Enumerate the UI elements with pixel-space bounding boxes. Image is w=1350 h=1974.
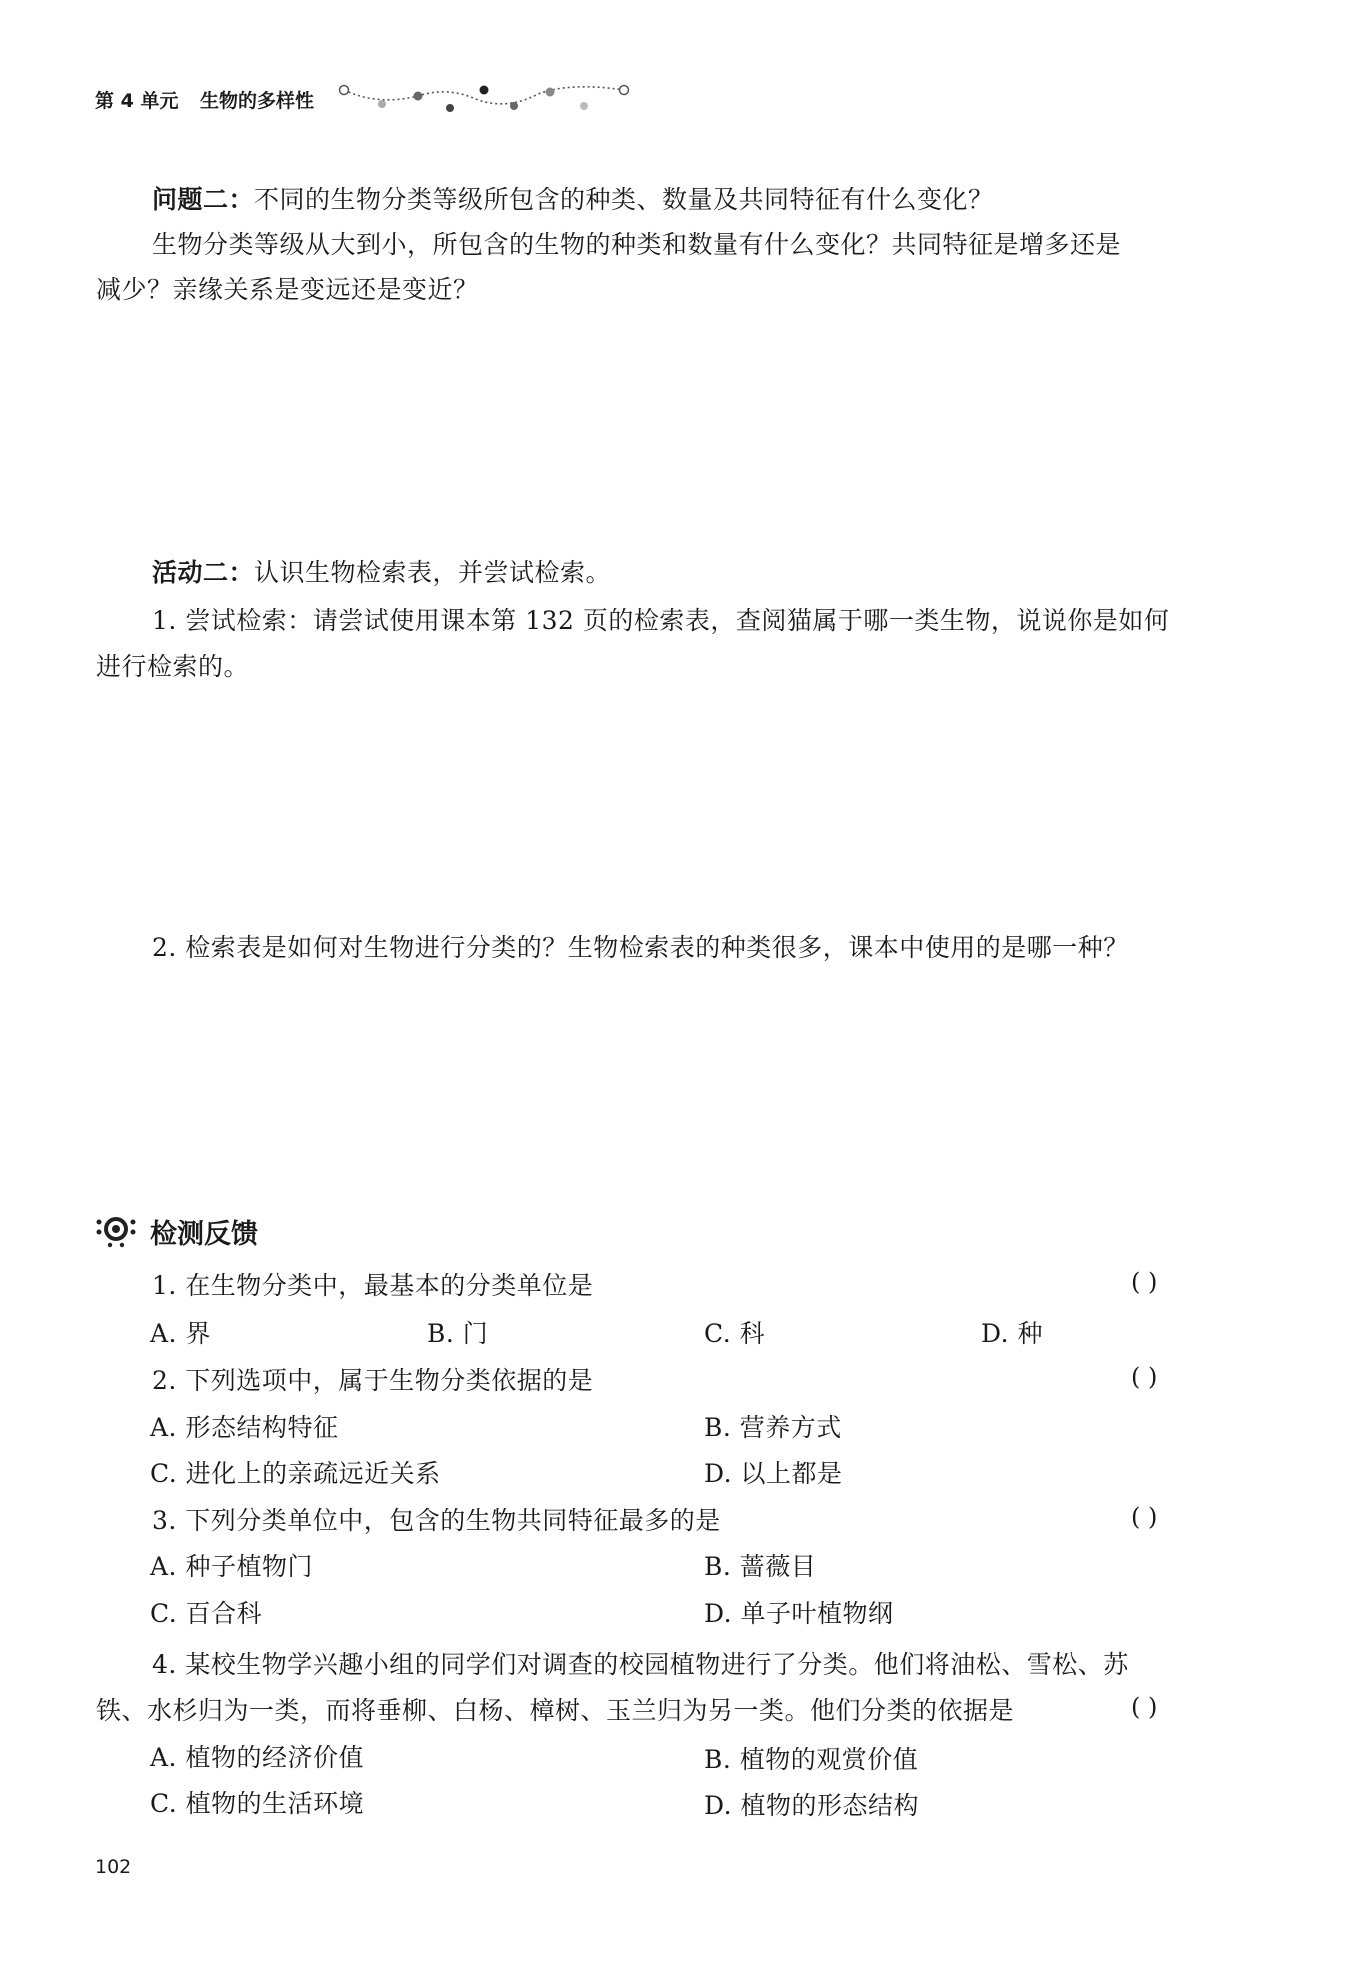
q4-answer-blank: ( ) — [1131, 1693, 1158, 1721]
activity-two-item1-line2: 进行检索的。 — [96, 652, 250, 681]
activity-two — [152, 553, 611, 589]
q2-option-d: D. 以上都是 — [704, 1459, 843, 1488]
q3-answer-blank: ( ) — [1131, 1503, 1158, 1531]
question-two-line1: 生物分类等级从大到小，所包含的生物的种类和数量有什么变化？共同特征是增多还是 — [152, 230, 1122, 259]
q4-stem-line1: 4. 某校生物学兴趣小组的同学们对调查的校园植物进行了分类。他们将油松、雪松、苏 — [152, 1650, 1129, 1679]
q1-answer-blank: ( ) — [1131, 1268, 1158, 1296]
question-two-title: 不同的生物分类等级所包含的种类、数量及共同特征有什么变化？ — [254, 185, 994, 214]
q3-option-b: B. 蔷薇目 — [704, 1552, 817, 1581]
q4-option-c: C. 植物的生活环境 — [150, 1789, 365, 1818]
q4-option-a: A. 植物的经济价值 — [150, 1743, 364, 1772]
q1-option-b: B. 门 — [427, 1319, 489, 1348]
q1-option-c: C. 科 — [704, 1319, 766, 1348]
q3-option-d: D. 单子叶植物纲 — [704, 1599, 894, 1628]
q1-stem: 1. 在生物分类中，最基本的分类单位是 — [152, 1271, 594, 1300]
q4-option-d: D. 植物的形态结构 — [704, 1791, 920, 1820]
q3-option-c: C. 百合科 — [150, 1599, 263, 1628]
q3-option-a: A. 种子植物门 — [150, 1552, 313, 1581]
question-two-line2: 减少？亲缘关系是变远还是变近？ — [96, 275, 479, 304]
activity-two-label: 活动二： — [152, 558, 255, 587]
q2-option-a: A. 形态结构特征 — [150, 1413, 339, 1442]
q1-option-d: D. 种 — [981, 1319, 1044, 1348]
header-title: 生物的多样性 — [200, 90, 315, 112]
q2-option-c: C. 进化上的亲疏远近关系 — [150, 1459, 441, 1488]
q2-stem: 2. 下列选项中，属于生物分类依据的是 — [152, 1366, 594, 1395]
q1-option-a: A. 界 — [150, 1319, 211, 1348]
header-unit: 第 4 单元 — [95, 90, 179, 112]
activity-two-title: 认识生物检索表，并尝试检索。 — [254, 558, 612, 587]
question-two-label: 问题二： — [152, 185, 255, 214]
q2-answer-blank: ( ) — [1131, 1363, 1158, 1391]
feedback-title: 检测反馈 — [150, 1219, 258, 1250]
page-number: 102 — [95, 1856, 132, 1878]
header-decoration — [338, 80, 630, 116]
q4-stem-line2: 铁、水杉归为一类，而将垂柳、白杨、樟树、玉兰归为另一类。他们分类的依据是 — [96, 1696, 1015, 1725]
activity-two-item2: 2. 检索表是如何对生物进行分类的？生物检索表的种类很多，课本中使用的是哪一种？ — [152, 933, 1129, 962]
activity-two-item1-line1: 1. 尝试检索：请尝试使用课本第 132 页的检索表，查阅猫属于哪一类生物，说说你是如何 — [152, 606, 1170, 635]
question-two — [152, 180, 994, 216]
q4-option-b: B. 植物的观赏价值 — [704, 1745, 919, 1774]
q2-option-b: B. 营养方式 — [704, 1413, 842, 1442]
magnifier-icon — [94, 1212, 138, 1250]
q3-stem: 3. 下列分类单位中，包含的生物共同特征最多的是 — [152, 1506, 721, 1535]
